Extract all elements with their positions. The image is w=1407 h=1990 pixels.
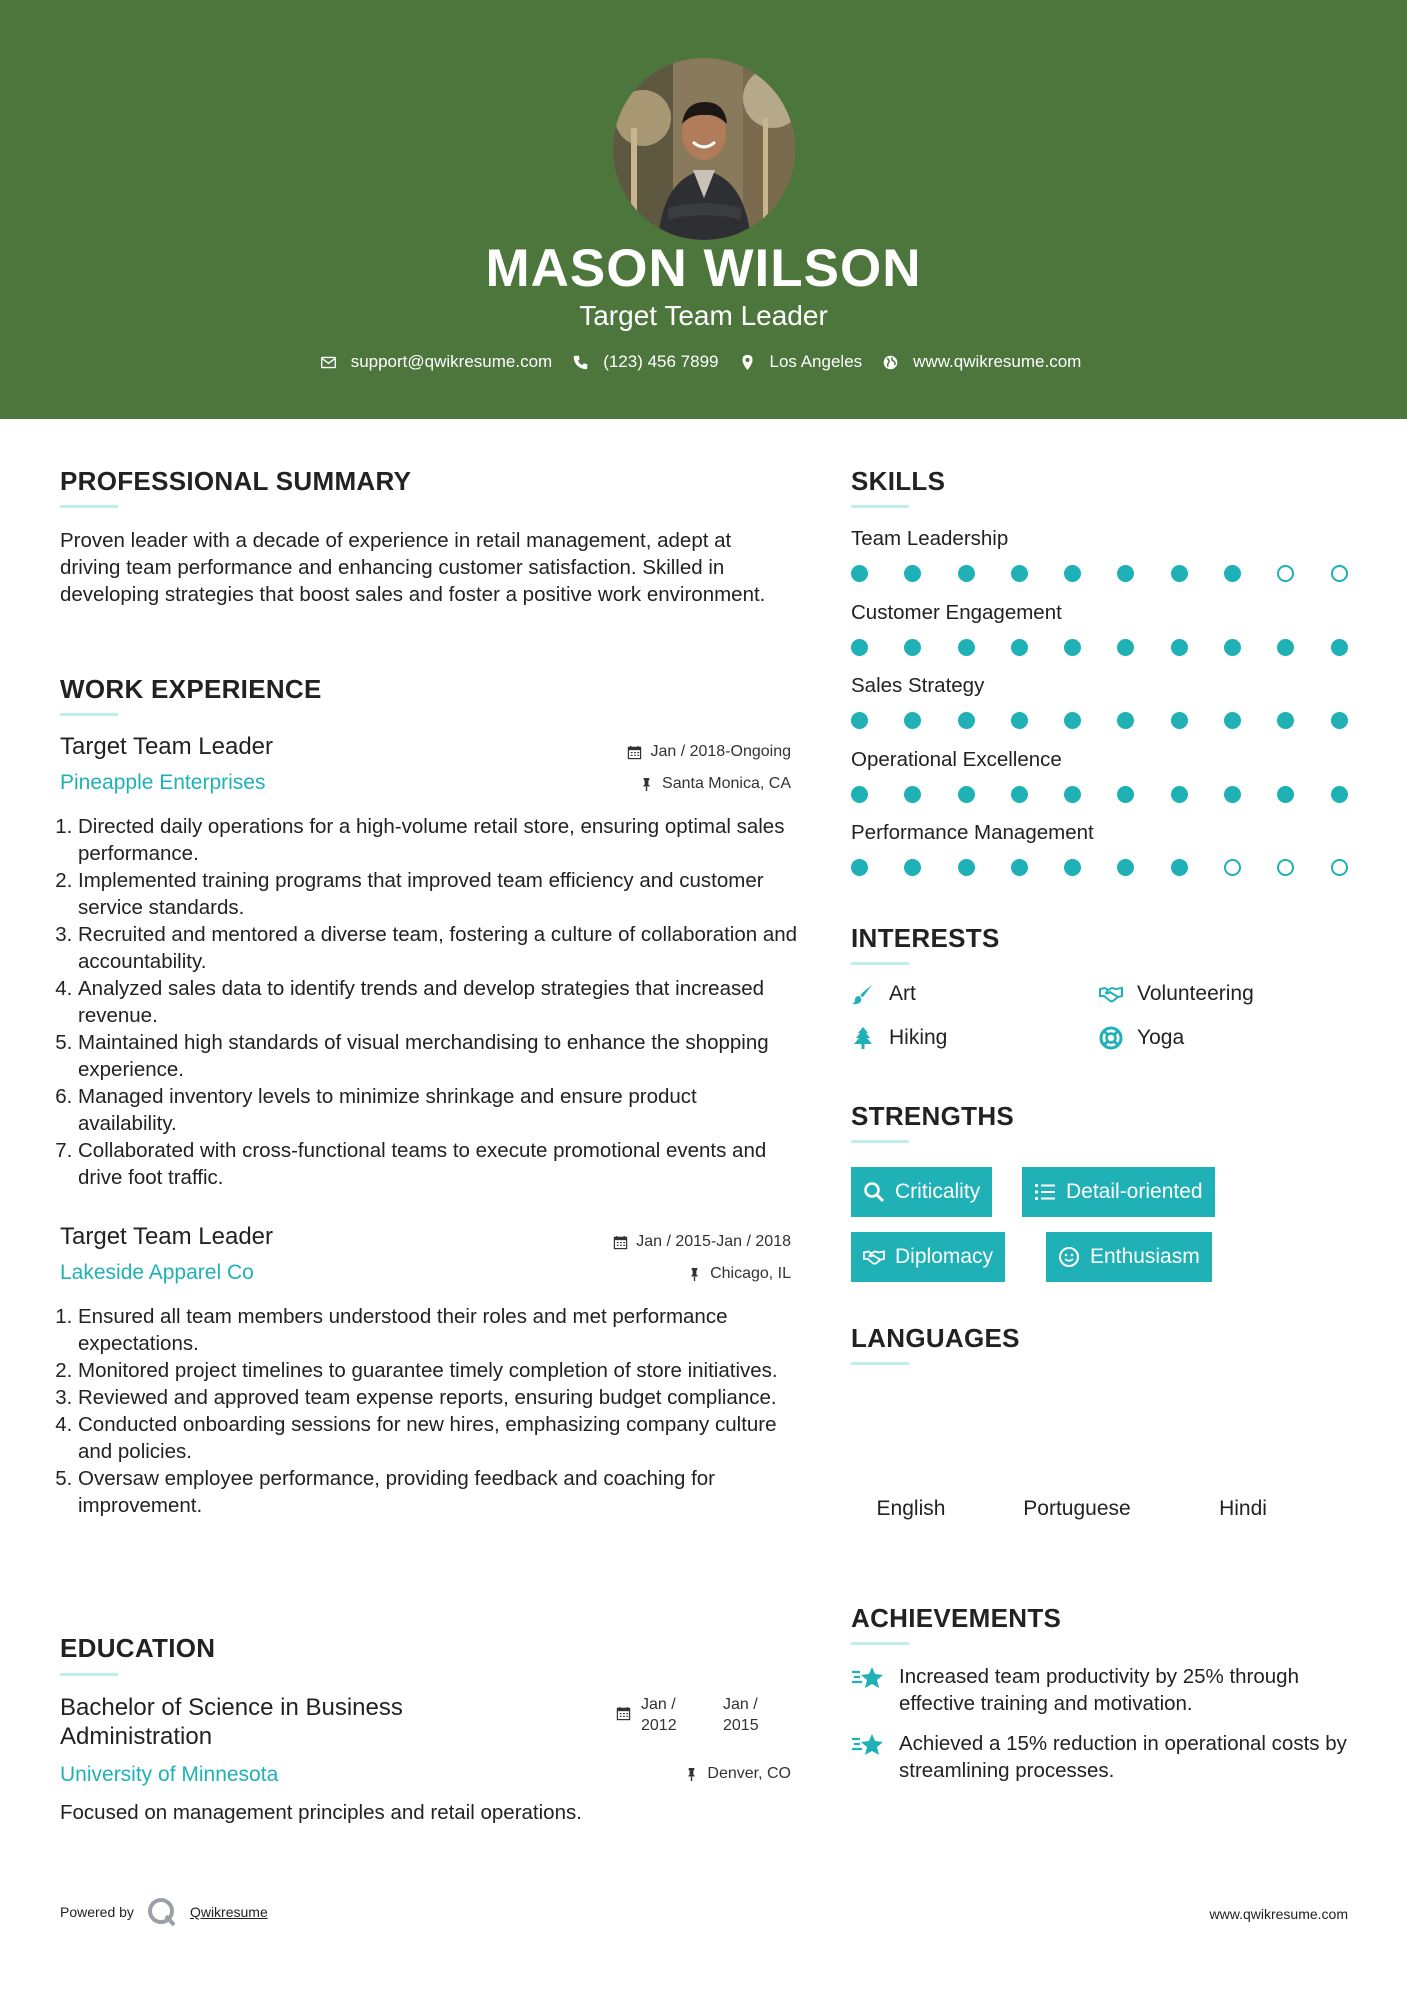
qwikresume-link[interactable]: Qwikresume bbox=[189, 1904, 268, 1920]
language-name: English bbox=[876, 1497, 946, 1520]
thumbtack-icon bbox=[687, 1267, 702, 1282]
skill-dot-filled bbox=[958, 712, 975, 729]
skill-dot-filled bbox=[1171, 565, 1188, 582]
education-description: Focused on management principles and retail operations. bbox=[60, 1801, 582, 1824]
interest-label: Hiking bbox=[889, 1026, 948, 1049]
skill-dot-filled bbox=[1117, 639, 1134, 656]
language-progress-ring bbox=[1031, 1389, 1123, 1481]
job-1-date bbox=[540, 743, 791, 761]
education-degree: Bachelor of Science in Business Administration bbox=[60, 1694, 403, 1750]
thumbtack-icon bbox=[639, 777, 654, 792]
language-name: Hindi bbox=[1219, 1497, 1267, 1520]
contact-email-text: support@qwikresume.com bbox=[350, 352, 553, 371]
interest-hiking bbox=[851, 1026, 947, 1050]
job-2-responsibilities bbox=[58, 1303, 798, 1519]
skill-dot-filled bbox=[851, 786, 868, 803]
achievement-item bbox=[851, 1663, 1351, 1717]
candidate-name: MASON WILSON bbox=[485, 239, 922, 298]
phone-icon bbox=[572, 354, 589, 371]
skill-dot-filled bbox=[1011, 639, 1028, 656]
skill-dot-filled bbox=[1011, 859, 1028, 876]
list-item: 5. Oversaw employee performance, providing feedback and coaching for improvement. bbox=[78, 1465, 798, 1519]
contact-phone[interactable] bbox=[572, 352, 718, 372]
language-item bbox=[861, 1389, 961, 1522]
smile-icon bbox=[1058, 1246, 1080, 1268]
list-item: 4. Conducted onboarding sessions for new hires, emphasizing company culture and policies. bbox=[78, 1411, 798, 1465]
achievement-text: Increased team productivity by 25% through effective training and motivation. bbox=[899, 1665, 1299, 1715]
profile-photo-image bbox=[613, 58, 795, 240]
skill-dot-filled bbox=[1064, 712, 1081, 729]
job-2-title: Target Team Leader bbox=[60, 1223, 274, 1250]
skill-dot-filled bbox=[1224, 786, 1241, 803]
list-item: 7. Collaborated with cross-functional teams to execute promotional events and drive foot traffic. bbox=[78, 1137, 798, 1191]
strength-detail-oriented bbox=[1022, 1167, 1215, 1217]
education-location bbox=[540, 1765, 791, 1783]
skill-rating bbox=[851, 712, 1384, 729]
language-item bbox=[1023, 1389, 1131, 1522]
calendar-icon bbox=[627, 745, 642, 760]
life-ring-icon bbox=[1099, 1026, 1123, 1050]
contact-website-text: www.qwikresume.com bbox=[913, 352, 1082, 371]
skill-dot-filled bbox=[1224, 639, 1241, 656]
job-1-title: Target Team Leader bbox=[60, 733, 274, 760]
strength-label: Enthusiasm bbox=[1090, 1245, 1200, 1268]
skill-name: Team Leadership bbox=[851, 527, 1009, 550]
skill-name: Performance Management bbox=[851, 821, 1094, 844]
skill-dot-filled bbox=[1224, 712, 1241, 729]
skill-dot-filled bbox=[1117, 565, 1134, 582]
strengths-title: STRENGTHS bbox=[851, 1101, 1015, 1131]
skill-dot-filled bbox=[1117, 786, 1134, 803]
list-item: 1. Ensured all team members understood their roles and met performance expectations. bbox=[78, 1303, 798, 1357]
job-2-date bbox=[540, 1233, 791, 1251]
skill-dot-empty bbox=[1331, 565, 1348, 582]
handshake-icon bbox=[1099, 982, 1123, 1006]
calendar-icon bbox=[613, 1235, 628, 1250]
skill-rating bbox=[851, 786, 1384, 803]
experience-title: WORK EXPERIENCE bbox=[60, 674, 322, 704]
list-item: 4. Analyzed sales data to identify trends and develop strategies that increased revenue. bbox=[78, 975, 798, 1029]
strength-diplomacy bbox=[851, 1232, 1005, 1282]
candidate-role: Target Team Leader bbox=[579, 300, 828, 331]
education-location-text: Denver, CO bbox=[707, 1765, 791, 1782]
footer-url[interactable]: www.qwikresume.com bbox=[1209, 1906, 1348, 1922]
contact-bar bbox=[0, 352, 1407, 372]
skill-name: Operational Excellence bbox=[851, 747, 1062, 771]
list-item: 2. Implemented training programs that improved team efficiency and customer service standards. bbox=[78, 867, 798, 921]
map-marker-icon bbox=[739, 354, 756, 371]
skill-dot-filled bbox=[1171, 712, 1188, 729]
experience-title-rule bbox=[60, 713, 118, 716]
handshake-icon bbox=[863, 1246, 885, 1268]
search-icon bbox=[863, 1181, 885, 1203]
education-title-rule bbox=[60, 1673, 118, 1676]
language-item bbox=[1193, 1389, 1293, 1522]
job-1-location-text: Santa Monica, CA bbox=[662, 775, 791, 792]
skill-dot-empty bbox=[1331, 859, 1348, 876]
skill-dot-filled bbox=[1064, 859, 1081, 876]
skill-rating bbox=[851, 565, 1384, 582]
skill-dot-filled bbox=[1064, 786, 1081, 803]
education-title: EDUCATION bbox=[60, 1633, 216, 1663]
skill-dot-filled bbox=[1224, 565, 1241, 582]
skill-dot-filled bbox=[1331, 712, 1348, 729]
interest-art bbox=[851, 982, 916, 1006]
contact-website[interactable] bbox=[882, 352, 1081, 372]
interest-label: Volunteering bbox=[1137, 982, 1254, 1005]
skill-dot-filled bbox=[1171, 786, 1188, 803]
list-item: 5. Maintained high standards of visual merchandising to enhance the shopping experience. bbox=[78, 1029, 798, 1083]
interest-yoga bbox=[1099, 1026, 1184, 1050]
skill-rating bbox=[851, 639, 1384, 656]
skill-dot-filled bbox=[1011, 712, 1028, 729]
contact-phone-text: (123) 456 7899 bbox=[603, 352, 719, 371]
job-2-location-text: Chicago, IL bbox=[710, 1265, 791, 1282]
shooting-star-icon bbox=[851, 1663, 885, 1693]
job-1-date-text: Jan / 2018-Ongoing bbox=[650, 743, 791, 760]
job-1-company: Pineapple Enterprises bbox=[60, 771, 266, 794]
skill-rating bbox=[851, 859, 1384, 876]
profile-photo bbox=[613, 58, 795, 240]
list-item: 3. Recruited and mentored a diverse team, fostering a culture of collaboration and accountability. bbox=[78, 921, 798, 975]
skill-dot-filled bbox=[904, 565, 921, 582]
education-date-end: Jan / 2015 bbox=[723, 1696, 759, 1734]
skill-dot-filled bbox=[904, 786, 921, 803]
summary-title-rule bbox=[60, 505, 118, 508]
language-name: Portuguese bbox=[1023, 1497, 1131, 1520]
languages-title: LANGUAGES bbox=[851, 1323, 1020, 1353]
skill-dot-filled bbox=[958, 786, 975, 803]
interest-label: Art bbox=[889, 982, 916, 1005]
thumbtack-icon bbox=[684, 1767, 699, 1782]
skill-name: Sales Strategy bbox=[851, 674, 985, 697]
skill-dot-filled bbox=[1064, 639, 1081, 656]
skill-dot-filled bbox=[1277, 786, 1294, 803]
shooting-star-icon bbox=[851, 1730, 885, 1760]
contact-email[interactable] bbox=[320, 352, 553, 372]
skill-dot-filled bbox=[1117, 859, 1134, 876]
strength-label: Diplomacy bbox=[895, 1245, 994, 1268]
skill-dot-filled bbox=[851, 712, 868, 729]
skill-dot-filled bbox=[1277, 639, 1294, 656]
education-school: University of Minnesota bbox=[60, 1763, 279, 1786]
globe-icon bbox=[882, 354, 899, 371]
job-1-location bbox=[540, 775, 791, 793]
skill-dot-filled bbox=[1064, 565, 1081, 582]
skill-dot-filled bbox=[904, 859, 921, 876]
skill-dot-filled bbox=[904, 639, 921, 656]
skills-title-rule bbox=[851, 505, 909, 508]
interest-label: Yoga bbox=[1137, 1026, 1185, 1049]
language-progress-ring bbox=[1197, 1389, 1289, 1481]
job-2-location bbox=[540, 1265, 791, 1283]
interest-volunteering bbox=[1099, 982, 1254, 1006]
strength-label: Criticality bbox=[895, 1180, 981, 1203]
skills-title: SKILLS bbox=[851, 466, 946, 496]
skill-dot-empty bbox=[1224, 859, 1241, 876]
skill-dot-filled bbox=[1171, 639, 1188, 656]
skill-dot-filled bbox=[1171, 859, 1188, 876]
envelope-icon bbox=[320, 354, 337, 371]
interests-title: INTERESTS bbox=[851, 923, 1000, 953]
qwikresume-logo-icon bbox=[146, 1896, 178, 1928]
summary-text: Proven leader with a decade of experience in retail management, adept at driving team performance and enhancing customer satisfaction. Skilled in developing strategies that boost sales and foster a positive work environment. bbox=[60, 529, 766, 606]
skill-dot-filled bbox=[958, 859, 975, 876]
achievements-title: ACHIEVEMENTS bbox=[851, 1603, 1062, 1633]
education-dates bbox=[616, 1694, 771, 1736]
summary-title: PROFESSIONAL SUMMARY bbox=[60, 466, 412, 496]
education-date-start: Jan / 2012 bbox=[641, 1696, 677, 1734]
list-item: 2. Monitored project timelines to guarantee timely completion of store initiatives. bbox=[78, 1357, 798, 1384]
job-2-company: Lakeside Apparel Co bbox=[60, 1261, 254, 1284]
skill-dot-filled bbox=[1277, 712, 1294, 729]
footer-powered-by bbox=[60, 1896, 268, 1928]
language-progress-ring bbox=[865, 1389, 957, 1481]
skill-dot-filled bbox=[1117, 712, 1134, 729]
strength-enthusiasm bbox=[1046, 1232, 1212, 1282]
tree-icon bbox=[851, 1026, 875, 1050]
list-item: 3. Reviewed and approved team expense reports, ensuring budget compliance. bbox=[78, 1384, 798, 1411]
skill-dot-empty bbox=[1277, 859, 1294, 876]
interests-title-rule bbox=[851, 962, 909, 965]
list-icon bbox=[1034, 1181, 1056, 1203]
skill-dot-filled bbox=[1331, 639, 1348, 656]
languages-title-rule bbox=[851, 1362, 909, 1365]
job-2-date-text: Jan / 2015-Jan / 2018 bbox=[636, 1233, 791, 1250]
skill-dot-empty bbox=[1277, 565, 1294, 582]
calendar-icon bbox=[616, 1706, 631, 1721]
achievement-text: Achieved a 15% reduction in operational costs by streamlining processes. bbox=[899, 1732, 1347, 1782]
skill-dot-filled bbox=[1011, 565, 1028, 582]
contact-location bbox=[739, 352, 863, 372]
powered-by-label: Powered by bbox=[60, 1904, 134, 1920]
strengths-title-rule bbox=[851, 1140, 909, 1143]
achievements-title-rule bbox=[851, 1642, 909, 1645]
strength-label: Detail-oriented bbox=[1066, 1180, 1203, 1203]
job-1-responsibilities bbox=[58, 813, 798, 1191]
skill-dot-filled bbox=[958, 565, 975, 582]
skill-dot-filled bbox=[1331, 786, 1348, 803]
contact-location-text: Los Angeles bbox=[769, 352, 863, 371]
skill-dot-filled bbox=[851, 565, 868, 582]
skill-name: Customer Engagement bbox=[851, 600, 1062, 624]
skill-dot-filled bbox=[1011, 786, 1028, 803]
header-banner bbox=[0, 0, 1407, 419]
skill-dot-filled bbox=[851, 639, 868, 656]
skill-dot-filled bbox=[958, 639, 975, 656]
list-item: 6. Managed inventory levels to minimize shrinkage and ensure product availability. bbox=[78, 1083, 798, 1137]
paintbrush-icon bbox=[851, 982, 875, 1006]
strength-criticality bbox=[851, 1167, 992, 1217]
achievement-item bbox=[851, 1730, 1351, 1784]
skill-dot-filled bbox=[851, 859, 868, 876]
list-item: 1. Directed daily operations for a high-volume retail store, ensuring optimal sales performance. bbox=[78, 813, 798, 867]
skill-dot-filled bbox=[904, 712, 921, 729]
